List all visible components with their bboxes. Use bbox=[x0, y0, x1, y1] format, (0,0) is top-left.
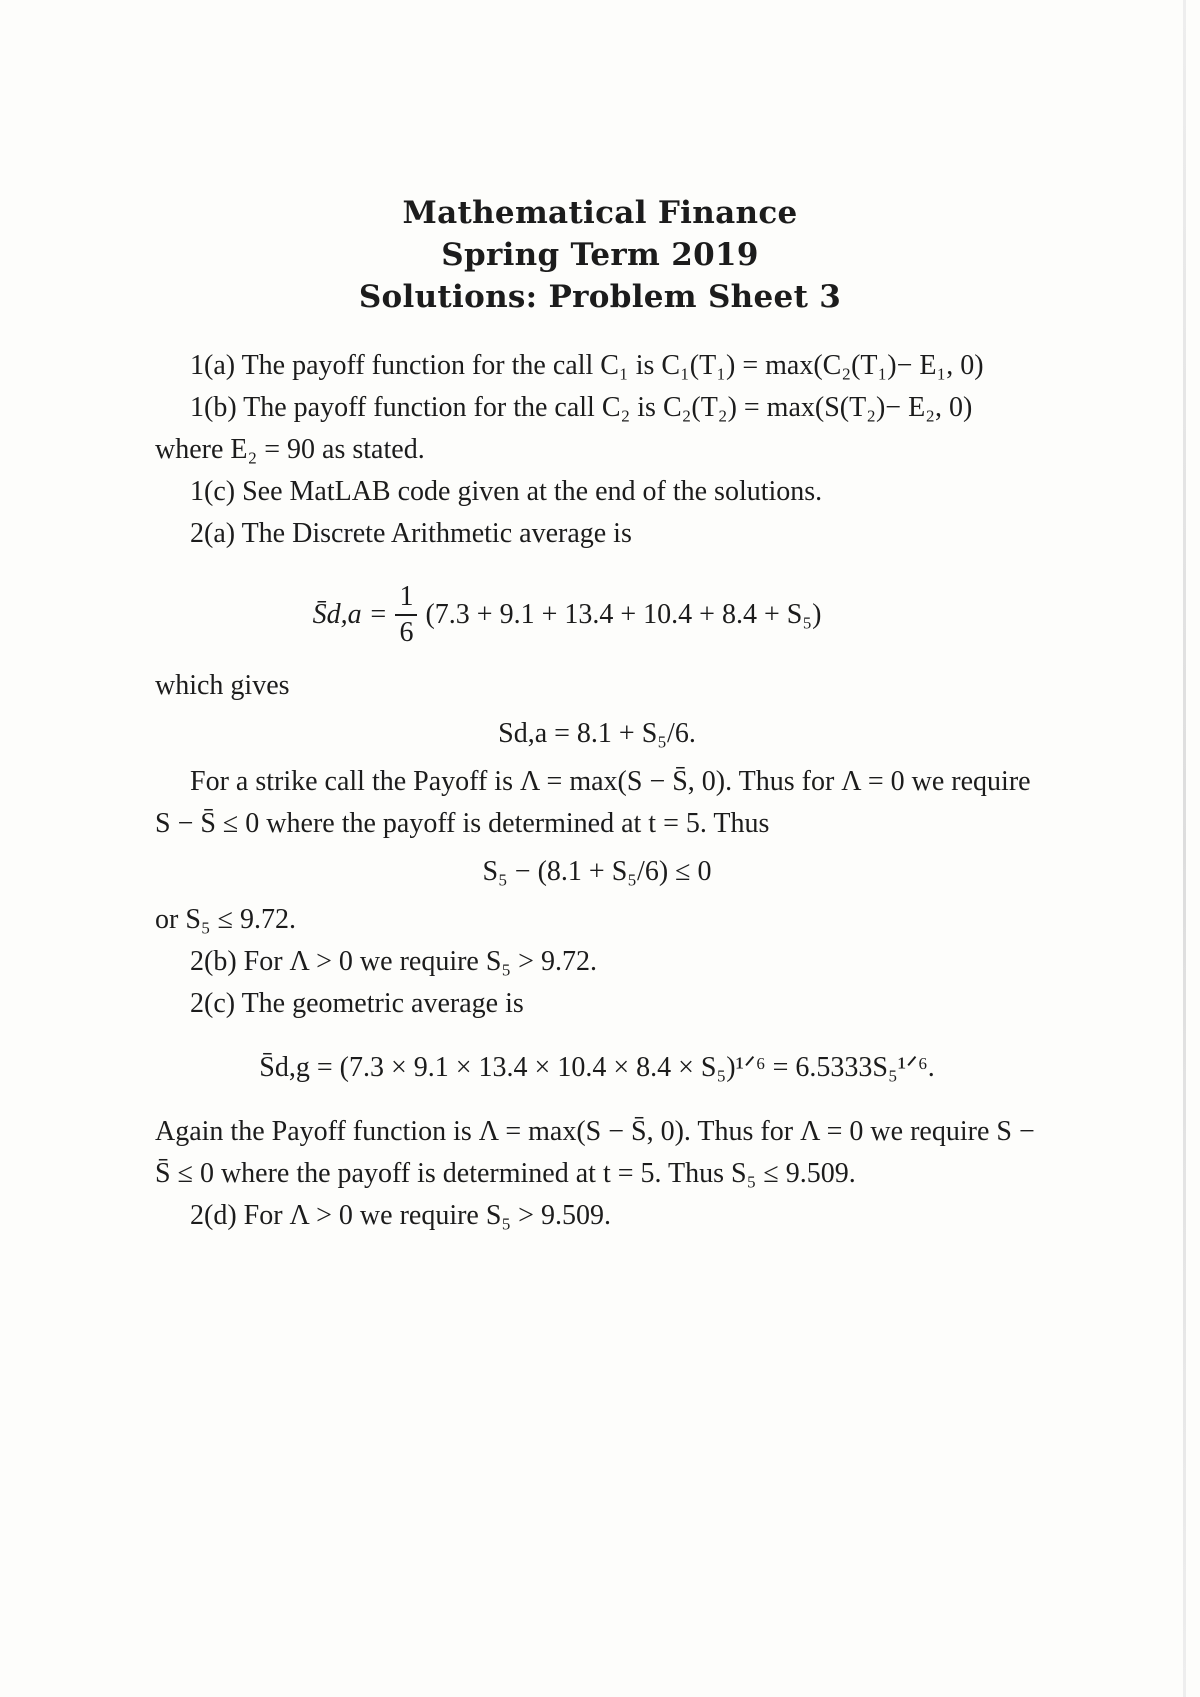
which-gives-text: which gives bbox=[155, 670, 290, 701]
solution-2a-intro: 2(a) The Discrete Arithmetic average is bbox=[190, 518, 632, 549]
course-title: Mathematical Finance bbox=[402, 195, 798, 231]
solution-2a-continued: For a strike call the Payoff is Λ = max(S − S̄, 0). Thus for Λ = 0 we require S − S̄ ≤ 0 where the payoff is determined at t = 5. Thus bbox=[155, 766, 1031, 839]
solution-2c-continued: Again the Payoff function is Λ = max(S − S̄, 0). Thus for Λ = 0 we require S − S̄ ≤ 0 where the payoff is determined at t = 5. Thus S₅ ≤ 9.509. bbox=[155, 1116, 1035, 1189]
scan-edge-shadow bbox=[1183, 0, 1186, 1697]
equation-geometric-average: S̄d,g = (7.3 × 9.1 × 13.4 × 10.4 × 8.4 × S₅)¹ᐟ⁶ = 6.5333S₅¹ᐟ⁶. bbox=[259, 1052, 935, 1083]
solution-2b: 2(b) For Λ > 0 we require S₅ > 9.72. bbox=[190, 946, 597, 977]
solution-2c-intro: 2(c) The geometric average is bbox=[190, 988, 524, 1019]
equation-inequality: S₅ − (8.1 + S₅/6) ≤ 0 bbox=[482, 856, 712, 887]
solution-1c: 1(c) See MatLAB code given at the end of the solutions. bbox=[190, 476, 823, 507]
eq1-numerator: 1 bbox=[395, 580, 417, 616]
solution-1b: 1(b) The payoff function for the call C₂ is C₂(T₂) = max(S(T₂)− E₂, 0) where E₂ = 90 as stated. bbox=[155, 392, 973, 465]
solutions-body bbox=[155, 345, 1039, 1237]
eq1-rhs: (7.3 + 9.1 + 13.4 + 10.4 + 8.4 + S₅) bbox=[425, 599, 822, 630]
equation-arithmetic-simplified: Sd,a = 8.1 + S₅/6. bbox=[498, 718, 696, 749]
inequality-result: or S₅ ≤ 9.72. bbox=[155, 904, 297, 935]
sheet-title: Solutions: Problem Sheet 3 bbox=[358, 279, 842, 315]
eq1-lhs: S̄d,a = bbox=[312, 599, 388, 630]
eq1-fraction bbox=[395, 580, 417, 650]
term-title: Spring Term 2019 bbox=[441, 237, 759, 273]
eq1-denominator: 6 bbox=[399, 617, 414, 648]
solution-2d: 2(d) For Λ > 0 we require S₅ > 9.509. bbox=[190, 1200, 611, 1231]
title-block bbox=[0, 192, 1200, 318]
equation-arithmetic-average bbox=[95, 569, 1039, 661]
solution-1a: 1(a) The payoff function for the call C₁ is C₁(T₁) = max(C₂(T₁)− E₁, 0) bbox=[190, 350, 984, 381]
